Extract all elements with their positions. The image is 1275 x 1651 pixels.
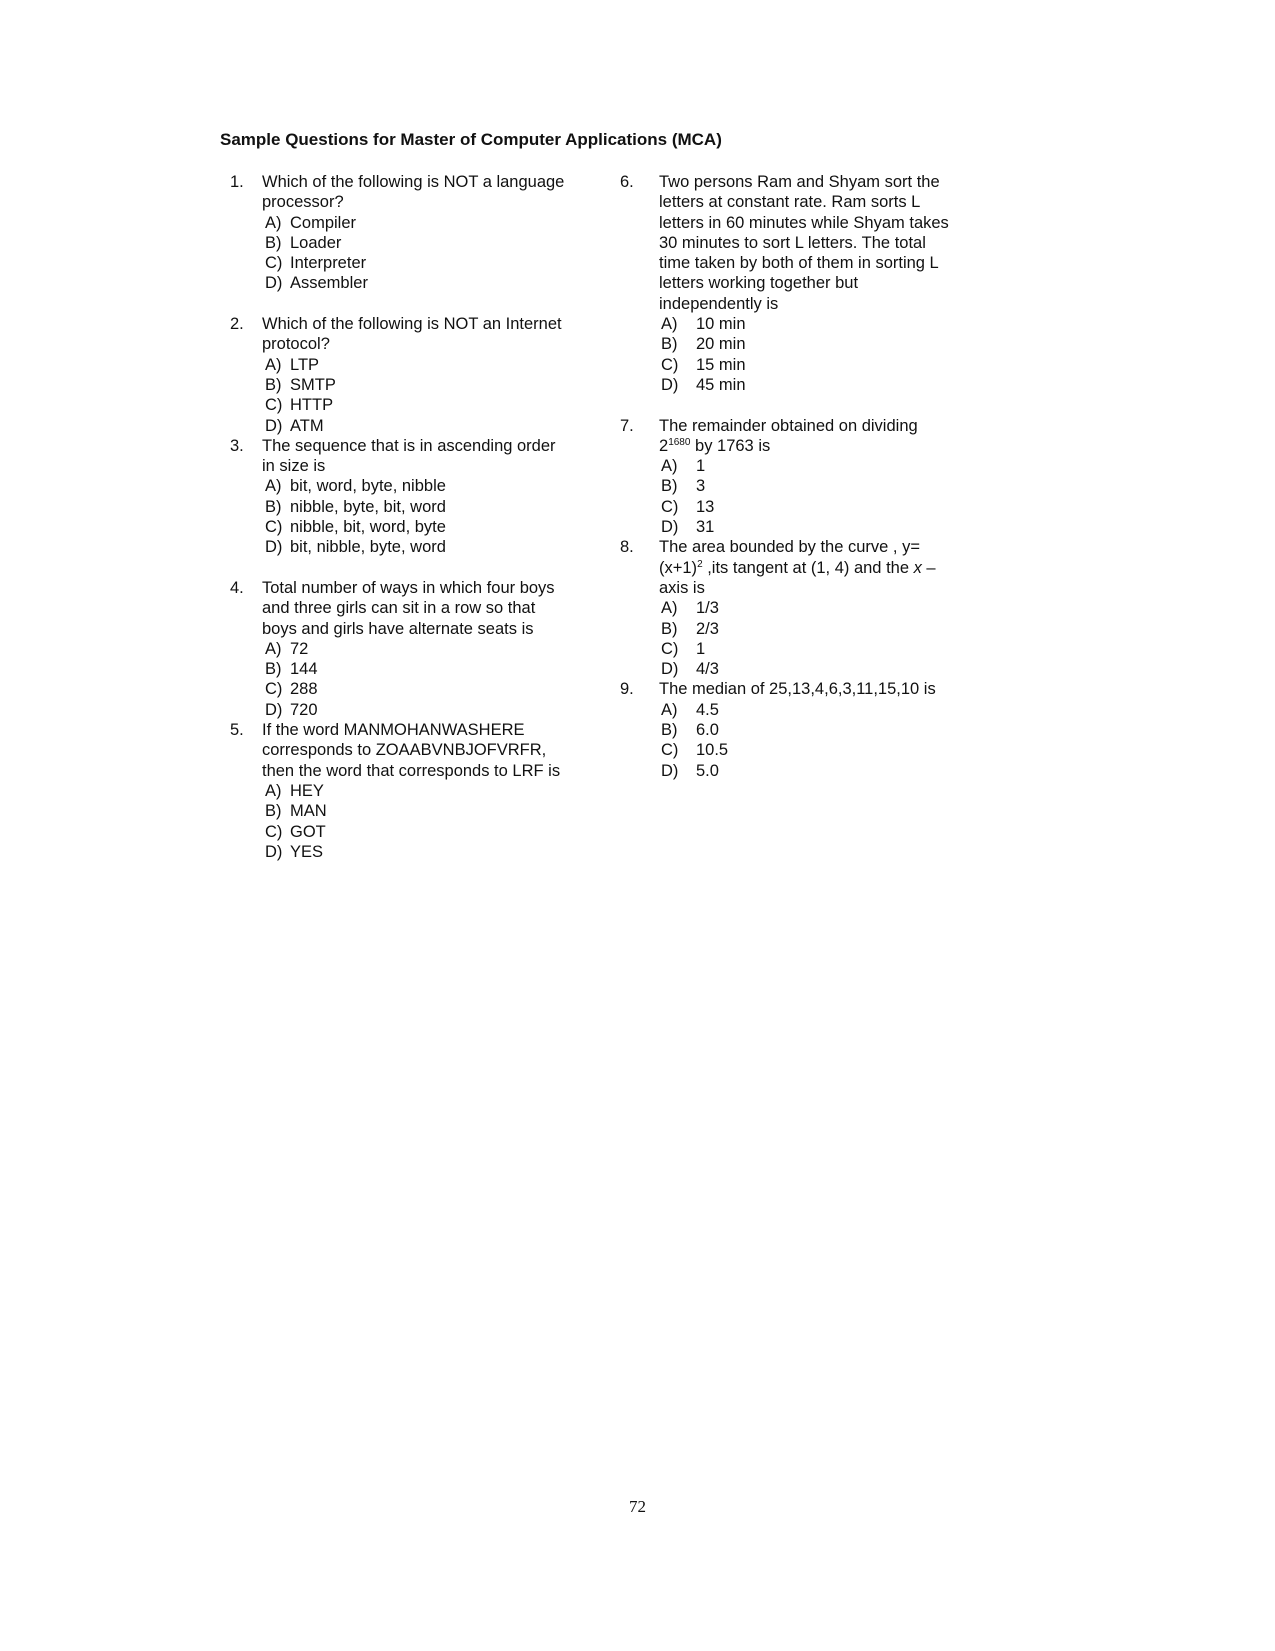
option-a: A) Compiler (265, 213, 357, 232)
right-column (620, 172, 1000, 781)
question-2 (230, 314, 610, 436)
option-b: B) 144 (265, 660, 318, 679)
question-1 (230, 172, 610, 294)
question-body (659, 679, 1000, 780)
question-stem: The remainder obtained on dividing $2^{1680}$ by 1763 is (659, 416, 918, 455)
question-stem: The sequence that is in ascending order in size is (262, 436, 556, 476)
question-stem: The area bounded by the curve , y= $(x+1)^2$ ,its tangent at (1, 4) and the x – axis is (659, 538, 936, 597)
question-number: 3. (230, 436, 244, 455)
question-body (659, 416, 1000, 538)
options-list (262, 781, 610, 862)
spacer (230, 558, 610, 578)
question-number: 8. (620, 538, 634, 557)
question-number: 7. (620, 416, 634, 435)
spacer (230, 294, 610, 314)
exponent: 2 (697, 558, 703, 570)
option-c: C) 15 min (661, 355, 746, 374)
question-stem: Total number of ways in which four boys and three girls can sit in a row so that boys and girls have alternate seats is (262, 578, 555, 638)
question-8 (620, 537, 1000, 679)
option-a: A) 4.5 (661, 700, 719, 719)
question-stem: If the word MANMOHANWASHERE corresponds to ZOAABVNBJOFVRFR, then the word that corresponds to LRF is (262, 721, 561, 780)
question-3 (230, 436, 610, 558)
option-d: D) 31 (661, 518, 715, 537)
option-b: B) 20 min (661, 335, 746, 354)
option-d: D) 720 (265, 700, 318, 719)
question-body (262, 314, 610, 436)
option-a: A) 1/3 (661, 599, 719, 618)
option-b: B) 6.0 (661, 721, 719, 740)
option-c: C) 10.5 (661, 741, 729, 760)
question-4 (230, 578, 610, 720)
option-d: D) Assembler (265, 274, 368, 293)
option-c: C) 288 (265, 680, 318, 699)
question-body (262, 172, 610, 294)
option-d: D) ATM (265, 416, 324, 435)
options-list (262, 213, 610, 294)
question-stem: Two persons Ram and Shyam sort the letters at constant rate. Ram sorts L letters in 60 minutes while Shyam takes 30 minutes to sort L letters. The total time taken by both of them in sorting L letters working together but independently is (659, 173, 949, 313)
option-c: C) 13 (661, 497, 715, 516)
page-title: Sample Questions for Master of Computer Applications (MCA) (220, 130, 722, 149)
question-number: 4. (230, 578, 244, 597)
question-stem: Which of the following is NOT a language processor? (262, 173, 565, 212)
question-body (262, 578, 610, 720)
option-c: C) nibble, bit, word, byte (265, 518, 446, 537)
option-d: D) YES (265, 842, 324, 861)
question-body (659, 537, 1000, 679)
options-list (659, 456, 1000, 537)
question-number: 6. (620, 173, 634, 191)
option-c: C) 1 (661, 639, 706, 658)
option-a: A) HEY (265, 781, 324, 800)
page-number: 72 (629, 1497, 646, 1516)
option-a: A) 72 (265, 639, 309, 658)
option-a: A) bit, word, byte, nibble (265, 477, 446, 496)
question-number: 1. (230, 173, 244, 191)
left-column (230, 172, 610, 862)
question-5 (230, 720, 610, 862)
question-9 (620, 679, 1000, 780)
question-stem: Which of the following is NOT an Internet protocol? (262, 315, 562, 354)
question-body (659, 172, 1000, 395)
question-number: 2. (230, 315, 244, 334)
question-stem: The median of 25,13,4,6,3,11,15,10 is (659, 680, 936, 699)
option-b: B) Loader (265, 233, 342, 252)
option-b: B) 3 (661, 477, 706, 496)
option-a: A) 10 min (661, 315, 746, 334)
options-list (262, 639, 610, 720)
option-c: C) HTTP (265, 396, 334, 415)
question-number: 5. (230, 721, 244, 740)
question-number: 9. (620, 680, 634, 699)
options-list (659, 314, 1000, 395)
question-7 (620, 416, 1000, 538)
option-b: B) nibble, byte, bit, word (265, 497, 446, 516)
option-d: D) 4/3 (661, 660, 719, 679)
options-list (659, 700, 1000, 781)
exponent: 1680 (668, 436, 691, 448)
option-c: C) Interpreter (265, 254, 367, 273)
question-6 (620, 172, 1000, 395)
option-a: A) LTP (265, 355, 320, 374)
question-body (262, 720, 610, 862)
option-d: D) 45 min (661, 375, 746, 394)
question-body (262, 436, 610, 558)
option-a: A) 1 (661, 457, 706, 476)
options-list (262, 355, 610, 436)
spacer (620, 395, 1000, 415)
option-b: B) 2/3 (661, 619, 719, 638)
option-d: D) bit, nibble, byte, word (265, 538, 446, 557)
option-b: B) MAN (265, 802, 327, 821)
option-b: B) SMTP (265, 375, 336, 394)
option-c: C) GOT (265, 822, 326, 841)
options-list (262, 476, 610, 557)
options-list (659, 598, 1000, 679)
option-d: D) 5.0 (661, 761, 719, 780)
